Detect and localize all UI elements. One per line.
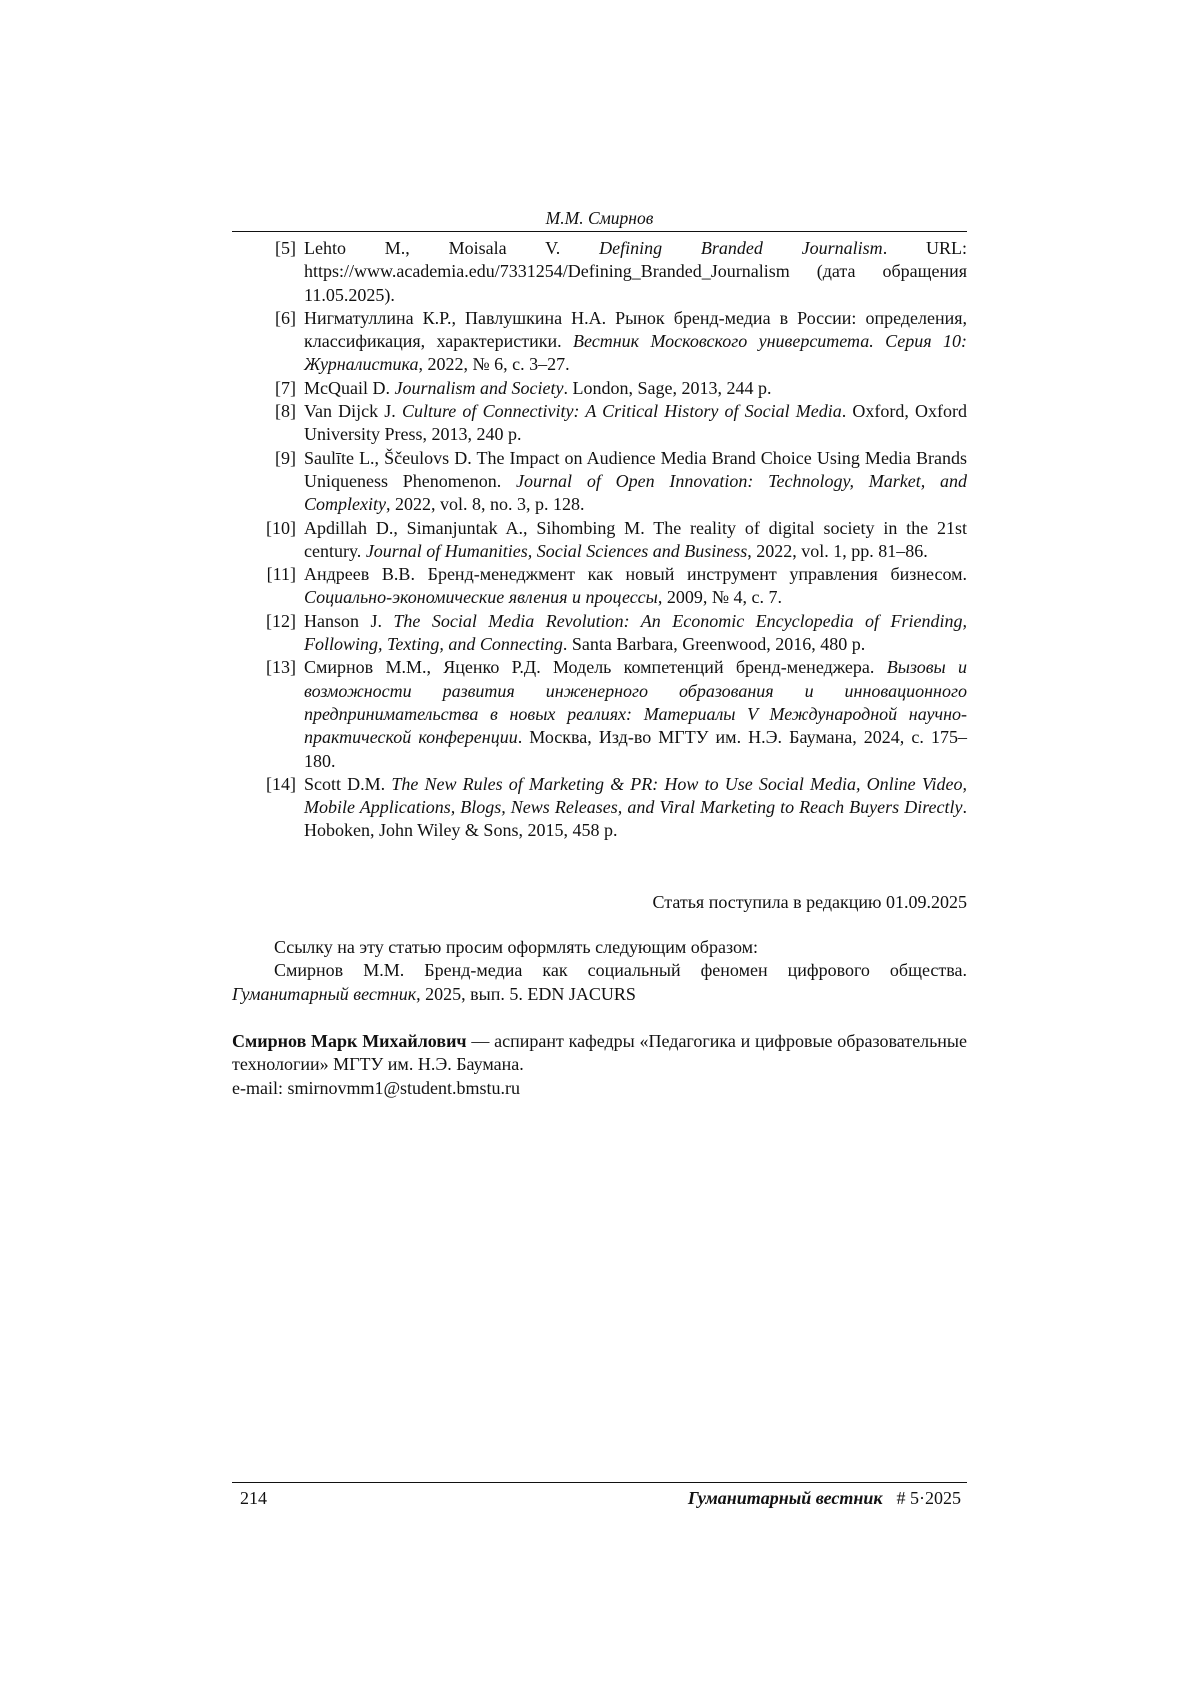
reference-text-segment: , 2022, vol. 1, pp. 81–86. — [747, 540, 928, 561]
reference-text — [304, 307, 967, 377]
reference-text-segment: . London, Sage, 2013, 244 p. — [563, 377, 772, 398]
reference-item — [232, 307, 967, 377]
citation-block — [232, 936, 967, 1006]
reference-text-segment: . URL: https://www.academia.edu/7331254/Defining_Branded_Journalism (дата обращения 11.05.2025). — [304, 238, 967, 305]
reference-text-segment: Saulīte L., Ščeulovs D. The Impact on Audience Media Brand Choice Using Media Brands Uniqueness Phenomenon. — [304, 447, 967, 491]
reference-text-segment: , 2022, vol. 8, no. 3, p. 128. — [385, 494, 585, 515]
reference-item — [232, 773, 967, 843]
reference-number: [12] — [266, 610, 296, 631]
reference-number: [14] — [266, 773, 296, 794]
reference-text-segment: Lehto M., Moisala V. — [304, 238, 600, 258]
reference-text-segment: . Santa Barbara, Greenwood, 2016, 480 p. — [562, 634, 866, 655]
reference-number: [5] — [275, 238, 296, 258]
reference-text — [304, 377, 967, 400]
reference-text — [304, 517, 967, 564]
reference-item — [232, 610, 967, 657]
reference-number: [13] — [266, 657, 296, 678]
reference-text — [304, 447, 967, 517]
journal-name: Гуманитарный вестник — [687, 1488, 883, 1508]
reference-text-segment: , 2009, № 4, с. 7. — [657, 587, 783, 608]
author-email[interactable]: e-mail: smirnovmm1@student.bmstu.ru — [232, 1077, 521, 1098]
reference-source-title: Социально-экономические явления и процессы — [304, 587, 658, 608]
page-number: 214 — [240, 1488, 267, 1508]
header-divider — [232, 231, 967, 232]
reference-source-title: Journal of Humanities, Social Sciences and Business — [365, 540, 748, 561]
reference-text-segment: . Oxford, Oxford University Press, 2013, 240 p. — [304, 401, 967, 445]
footer-divider — [232, 1482, 967, 1483]
reference-text-segment: Scott D.M. — [304, 773, 392, 794]
reference-number: [10] — [266, 517, 296, 538]
reference-number: [9] — [275, 447, 296, 468]
reference-number: [11] — [266, 564, 296, 585]
reference-number: [8] — [275, 401, 296, 422]
reference-source-title: The New Rules of Marketing & PR: How to Use Social Media, Online Video, Mobile Applications, Blogs, News Releases, and Viral Marketing to Reach Buyers Directly — [304, 773, 967, 818]
reference-text-segment: . Hoboken, John Wiley & Sons, 2015, 458 p. — [304, 797, 967, 841]
footer — [232, 1486, 967, 1510]
journal-issue — [688, 1486, 961, 1510]
issue-number: # 5·2025 — [896, 1488, 961, 1508]
reference-source-title: The Social Media Revolution: An Economic Encyclopedia of Friending, Following, Texting, and Connecting — [304, 610, 967, 655]
reference-item — [232, 517, 967, 564]
reference-text — [304, 773, 967, 843]
reference-text-segment: Смирнов М.М., Яценко Р.Д. Модель компетенций бренд-менеджера. — [304, 657, 887, 678]
received-date: Статья поступила в редакцию 01.09.2025 — [652, 892, 967, 912]
reference-source-title: Вызовы и возможности развития инженерного образования и инновационного предпринимательства в новых реалиях: Материалы V Международной научно-практической конференции — [304, 657, 967, 748]
reference-list — [232, 237, 967, 843]
reference-source-title: Culture of Connectivity: A Critical History of Social Media — [401, 401, 842, 422]
reference-item — [232, 237, 967, 307]
reference-text — [304, 237, 967, 307]
reference-text-segment: Apdillah D., Simanjuntak A., Sihombing M. The reality of digital society in the 21st century. — [304, 517, 967, 561]
citation-intro: Ссылку на эту статью просим оформлять следующим образом: — [274, 937, 759, 957]
reference-text-segment: Hanson J. — [304, 610, 394, 631]
author-description: — аспирант кафедры «Педагогика и цифровые образовательные технологии» МГТУ им. Н.Э. Баумана. — [232, 1031, 968, 1075]
citation-journal: Гуманитарный вестник — [232, 983, 417, 1004]
citation-text — [232, 959, 967, 1006]
reference-text — [304, 610, 967, 657]
reference-text-segment: , 2022, № 6, с. 3–27. — [418, 354, 570, 375]
reference-number: [7] — [275, 377, 296, 398]
reference-item — [232, 563, 967, 610]
reference-item — [232, 377, 967, 400]
citation-tail: , 2025, вып. 5. EDN JACURS — [416, 983, 636, 1004]
reference-item — [232, 656, 967, 772]
reference-source-title: Вестник Московского университета. Серия 10: Журналистика — [304, 331, 968, 375]
reference-item — [232, 447, 967, 517]
reference-text — [304, 656, 967, 772]
author-info — [232, 1030, 967, 1100]
author-name: Смирнов Марк Михайлович — [232, 1031, 467, 1051]
reference-text-segment: Андреев В.В. Бренд-менеджмент как новый инструмент управления бизнесом. — [304, 564, 967, 585]
reference-text-segment: McQuail D. — [304, 377, 395, 398]
reference-text-segment: Van Dijck J. — [304, 401, 402, 422]
reference-text-segment: . Москва, Изд-во МГТУ им. Н.Э. Баумана, 2024, с. 175–180. — [304, 727, 967, 771]
reference-source-title: Defining Branded Journalism — [599, 238, 883, 258]
reference-item — [232, 400, 967, 447]
reference-text — [304, 563, 967, 610]
running-head: М.М. Смирнов — [545, 208, 654, 228]
citation-reference: Смирнов М.М. Бренд-медиа как социальный феномен цифрового общества. — [274, 960, 967, 981]
page — [232, 0, 967, 1698]
author-line — [232, 1030, 967, 1077]
reference-number: [6] — [275, 307, 296, 328]
reference-text — [304, 400, 967, 447]
reference-source-title: Journalism and Society — [394, 377, 564, 398]
reference-text-segment: Нигматуллина К.Р., Павлушкина Н.А. Рынок бренд-медиа в России: определения, классификация, характеристики. — [304, 307, 967, 352]
reference-source-title: Journal of Open Innovation: Technology, Market, and Complexity — [304, 470, 967, 515]
